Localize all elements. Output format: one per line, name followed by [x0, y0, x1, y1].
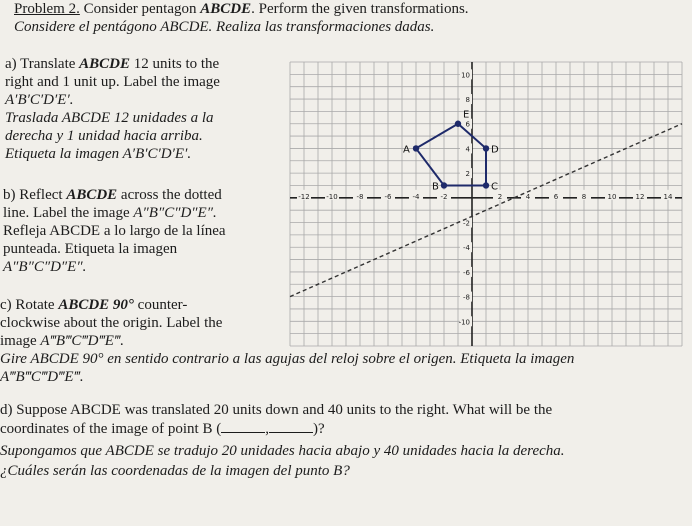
x-tick-label: -2: [440, 192, 448, 201]
part-c-line-3: [0, 333, 124, 350]
y-tick-label: -8: [463, 293, 470, 302]
part-d-line-2: [0, 421, 325, 438]
part-b-es-3: A″B″C″D″E″.: [3, 259, 87, 275]
vertex-label-d: D: [491, 144, 499, 156]
part-a-es-2: derecha y 1 unidad hacia arriba.: [5, 128, 203, 144]
part-d-text: coordinates of the image of point B (: [0, 421, 222, 437]
part-a-line-1: [5, 56, 219, 73]
part-d-close: )?: [312, 421, 325, 437]
x-tick-label: 10: [607, 192, 617, 201]
vertex-d: [483, 145, 489, 151]
x-tick-label: -8: [356, 192, 364, 201]
part-c-text: c) Rotate: [0, 297, 59, 313]
part-a-line-2: right and 1 unit up. Label the image: [5, 74, 220, 90]
part-b-line-1: [3, 187, 222, 204]
vertex-b: [441, 182, 447, 188]
polygon-name: ABCDE: [200, 1, 252, 17]
part-b-image-label: A″B″C″D″E″.: [133, 205, 217, 221]
vertex-c: [483, 182, 489, 188]
part-d-es-2: ¿Cuáles serán las coordenadas de la imagen del punto B?: [0, 463, 350, 479]
x-tick-label: 14: [663, 192, 673, 201]
grid-lines: [290, 62, 682, 346]
x-tick-label: -12: [298, 192, 310, 201]
problem-text-en: Consider pentagon: [79, 1, 201, 17]
problem-label: Problem 2.: [14, 1, 80, 17]
problem-text-en-tail: . Perform the given transformations.: [251, 1, 469, 17]
x-tick-label: -4: [412, 192, 420, 201]
y-tick-label: -2: [463, 219, 470, 228]
part-c-line-1: [0, 297, 187, 314]
part-a-text-tail: 12 units to the: [130, 56, 220, 72]
part-c-line-2: clockwise about the origin. Label the: [0, 315, 223, 331]
vertex-label-b: B: [432, 181, 439, 193]
part-b-polygon: ABCDE: [66, 187, 118, 203]
x-tick-label: 2: [497, 192, 503, 201]
part-c-es-2: A‴B‴C‴D‴E‴.: [0, 369, 84, 385]
part-a-es-3: Etiqueta la imagen A′B′C′D′E′.: [5, 146, 192, 162]
vertex-label-c: C: [491, 181, 498, 193]
y-tick-label: 6: [465, 120, 470, 129]
part-c-polygon: ABCDE 90°: [58, 297, 134, 313]
vertex-e: [455, 121, 461, 127]
x-tick-label: 12: [635, 192, 645, 201]
answer-blank-x[interactable]: [221, 432, 265, 433]
part-b-text-2: line. Label the image: [3, 205, 134, 221]
vertex-label-a: A: [403, 144, 410, 156]
problem-text-es: Considere el pentágono ABCDE. Realiza las transformaciones dadas.: [14, 19, 435, 35]
coordinate-grid: [284, 56, 688, 352]
part-a-text: a) Translate: [5, 56, 80, 72]
part-a-es-1: Traslada ABCDE 12 unidades a la: [5, 110, 214, 126]
part-b-es-1: Refleja ABCDE a lo largo de la línea: [3, 223, 226, 239]
part-b-es-2: punteada. Etiqueta la imagen: [3, 241, 178, 257]
part-c-text-tail: counter-: [133, 297, 188, 313]
vertex-label-e: E: [463, 109, 470, 121]
x-tick-label: 8: [581, 192, 587, 201]
vertex-a: [413, 145, 419, 151]
y-tick-label: -10: [458, 318, 470, 327]
answer-blank-y[interactable]: [269, 432, 313, 433]
y-tick-label: 10: [461, 71, 470, 80]
part-c-es-1: Gire ABCDE 90° en sentido contrario a las agujas del reloj sobre el origen. Etiqueta la imagen: [0, 351, 575, 367]
part-d-es-1: Supongamos que ABCDE se tradujo 20 unidades hacia abajo y 40 unidades hacia la derecha.: [0, 443, 565, 459]
x-tick-label: -6: [384, 192, 392, 201]
y-tick-label: 4: [465, 145, 470, 154]
part-a-line-3: A′B′C′D′E′.: [5, 92, 74, 108]
y-tick-label: 8: [465, 96, 470, 105]
y-tick-label: 2: [465, 170, 470, 179]
part-d-line-1: d) Suppose ABCDE was translated 20 units down and 40 units to the right. What will be the: [0, 402, 553, 418]
part-b-text: b) Reflect: [3, 187, 67, 203]
x-tick-label: 4: [525, 192, 531, 201]
part-c-text-3: image: [0, 333, 41, 349]
x-tick-label: 6: [553, 192, 559, 201]
pentagon-abcde: [416, 124, 486, 186]
part-c-image-label: A‴B‴C‴D‴E‴.: [40, 333, 124, 349]
part-a-polygon: ABCDE: [79, 56, 131, 72]
y-tick-label: -4: [463, 244, 470, 253]
part-d-comma: ,: [265, 421, 269, 437]
part-b-line-2: [3, 205, 217, 222]
y-tick-label: -6: [463, 268, 470, 277]
x-tick-label: -10: [326, 192, 338, 201]
vertex-points: [403, 110, 499, 193]
problem-heading: [14, 1, 469, 18]
part-b-text-tail: across the dotted: [117, 187, 222, 203]
